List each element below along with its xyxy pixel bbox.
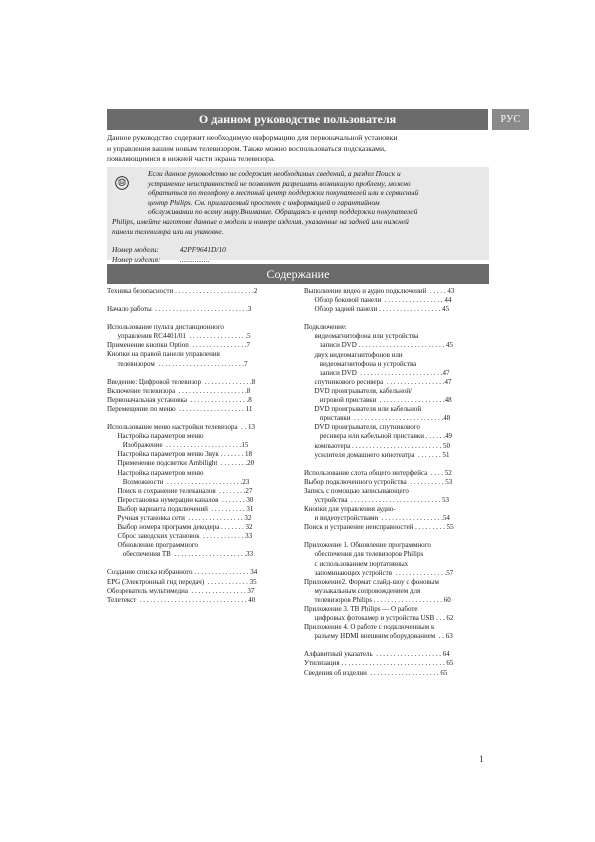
toc-entry[interactable]: музыкальным сопровождением для	[304, 586, 421, 595]
note-line: обратиться по телефону в местный центр поддержки покупателей или в сервисный	[148, 188, 419, 198]
toc-entry[interactable]: управления RC4401/01 . . . . . . . . . . . . . . . . .5	[107, 332, 251, 341]
toc-spacer	[107, 369, 288, 378]
toc-spacer	[304, 460, 485, 469]
note-continuation	[112, 217, 484, 236]
toc-entry[interactable]: DVD проигрывателя, спутникового	[304, 423, 420, 432]
toc-right-column	[304, 287, 485, 678]
toc-entry[interactable]: Сведения об изделии . . . . . . . . . . . . . . . . . . . . 65	[304, 668, 448, 677]
toc-entry[interactable]: Выбор номера программ декодера . . . . . . . 32	[107, 523, 253, 532]
toc-entry[interactable]: Выбор варианта подключений . . . . . . . . . . 31	[107, 504, 254, 513]
toc-entry[interactable]: Обзор боковой панели . . . . . . . . . . . . . . . . . 44	[304, 296, 452, 305]
toc-entry[interactable]: DVD проигрывателя или кабельной	[304, 405, 422, 414]
toc-entry[interactable]: записи DVD . . . . . . . . . . . . . . . . . . . . . . . .47	[304, 368, 450, 377]
note-line: центр Philips. См. прилагаемый проспект с информацией о гарантийном	[148, 197, 380, 207]
toc-entry[interactable]: видеомагнитофона или устройства	[304, 332, 419, 341]
toc-entry[interactable]: и видеоустройствами . . . . . . . . . . . . . . . . . .54	[304, 514, 450, 523]
toc-entry[interactable]: видеомагнитофона и устройства	[304, 359, 417, 368]
toc-entry[interactable]: Кнопки для управления аудио-	[304, 505, 396, 514]
toc-entry[interactable]: DVD проигрывателя, кабельной/	[304, 386, 413, 395]
toc-entry[interactable]: разъему HDMI внешним оборудованием . . 63	[304, 632, 453, 641]
toc-entry[interactable]: Перемещение по меню . . . . . . . . . . . . . . . . . . . 11	[107, 404, 253, 413]
toc-entry[interactable]: Выбор подключенного устройства . . . . . . . . . . 53	[304, 477, 453, 486]
toc-entry[interactable]: Обновление программного	[107, 541, 199, 550]
toc-spacer	[107, 414, 288, 423]
toc-entry[interactable]: цифровых фотокамер и устройства USB . . . 62	[304, 614, 454, 623]
intro-paragraph	[107, 133, 489, 165]
toc-entry[interactable]: Использование слота общего интерфейса . . . . 52	[304, 468, 452, 477]
toc-entry[interactable]: телевизоров Philips . . . . . . . . . . . . . . . . . . . . 60	[304, 595, 451, 604]
toc-entry[interactable]: Включение телевизора . . . . . . . . . . . . . . . . . . . .8	[107, 386, 251, 395]
note-box	[107, 167, 489, 264]
toc-entry[interactable]: Настройка параметров меню Звук . . . . . . . 18	[107, 450, 252, 459]
toc-entry[interactable]: спутникового ресивера . . . . . . . . . . . . . . . . .47	[304, 377, 452, 386]
serial-number-value: ................	[179, 254, 210, 264]
toc-entry[interactable]: Подключение:	[304, 323, 347, 332]
toc-entry[interactable]: Сброс заводских установок . . . . . . . . . . . . 33	[107, 532, 253, 541]
philips-shield-icon	[115, 176, 129, 190]
toc-entry[interactable]: обеспечения ТВ . . . . . . . . . . . . . . . . . . . . .33	[107, 550, 254, 559]
toc-entry[interactable]: устройства . . . . . . . . . . . . . . . . . . . . . . . . . . 53	[304, 495, 449, 504]
toc-entry[interactable]: Обозреватель мультимедиа . . . . . . . . . . . . . . . . 37	[107, 586, 255, 595]
toc-entry[interactable]: записи DVD . . . . . . . . . . . . . . . . . . . . . . . . . 45	[304, 341, 454, 350]
intro-line: и управления вашим новым телевизором. Также можно воспользоваться подсказками,	[107, 143, 386, 153]
toc-entry[interactable]: Создание списка избранного . . . . . . . . . . . . . . . . 34	[107, 568, 258, 577]
note-line: Если данное руководство не содержит необходимых сведений, а раздел Поиск и	[148, 169, 401, 178]
toc-spacer	[107, 296, 288, 305]
toc-entry[interactable]: запоминающих устройств . . . . . . . . . . . . . . .57	[304, 568, 454, 577]
toc-entry[interactable]: Утилизация . . . . . . . . . . . . . . . . . . . . . . . . . . . . . . 65	[304, 659, 454, 668]
toc-entry[interactable]: Поиск и устранение неисправностей . . . . . . . . . 55	[304, 523, 454, 532]
toc-entry[interactable]: Применение кнопки Option . . . . . . . . . . . . . . . .7	[107, 341, 251, 350]
toc-entry[interactable]: телевизором . . . . . . . . . . . . . . . . . . . . . . . . .7	[107, 359, 248, 368]
toc-entry[interactable]: Настройка параметров меню	[107, 432, 204, 441]
toc-entry[interactable]: Начало работы . . . . . . . . . . . . . . . . . . . . . . . . . . .3	[107, 305, 252, 314]
toc-entry[interactable]: Приложение 3. ТВ Philips — О работе	[304, 605, 418, 613]
toc-entry[interactable]: Запись с помощью записывающего	[304, 486, 409, 495]
toc-entry[interactable]: Использование пульта дистанционного	[107, 323, 224, 332]
toc-entry[interactable]: игровой приставки . . . . . . . . . . . . . . . . . . .48	[304, 396, 452, 405]
toc-entry[interactable]: двух видеомагнитофонов или	[304, 350, 403, 359]
toc-entry[interactable]: Изображение . . . . . . . . . . . . . . . . . . . . . .15	[107, 441, 249, 450]
toc-entry[interactable]: Приложение 1. Обновление программного	[304, 541, 431, 550]
toc-entry[interactable]: Приложение 4. О работе с подключенным к	[304, 623, 435, 632]
serial-number-label: Номер изделия:	[112, 254, 161, 264]
toc-entry[interactable]: Приложение2. Формат слайд-шоу с фоновым	[304, 577, 439, 586]
toc-entry[interactable]: приставки . . . . . . . . . . . . . . . . . . . . . . . . . .48	[304, 414, 451, 423]
language-tab: РУС	[492, 109, 529, 130]
toc-entry[interactable]: EPG (Электронный гид передач) . . . . . . . . . . . . 35	[107, 577, 257, 586]
toc-entry[interactable]: Телетекст . . . . . . . . . . . . . . . . . . . . . . . . . . . . . . . 40	[107, 595, 256, 604]
page-title: О данном руководстве пользователя	[107, 109, 488, 130]
toc-entry[interactable]: Использование меню настройки телевизора . . 13	[107, 423, 256, 432]
model-number-label: Номер модели:	[112, 245, 159, 254]
model-number-value: 42PF9641D/10	[179, 245, 226, 254]
toc-entry[interactable]: Алфавитный указатель . . . . . . . . . . . . . . . . . . . 64	[304, 650, 450, 659]
note-line: панели телевизора или на упаковке.	[112, 226, 224, 236]
intro-line: появляющимися в нижней части экрана телевизора.	[107, 154, 276, 164]
toc-entry[interactable]: компьютера . . . . . . . . . . . . . . . . . . . . . . . . . . 50	[304, 441, 450, 450]
toc-entry[interactable]: Возможности . . . . . . . . . . . . . . . . . . . . . .23	[107, 477, 250, 486]
toc-entry[interactable]: Кнопки на правой панели управления	[107, 350, 220, 359]
note-line: Philips, имейте наготове данные о модели и номере изделия, указанные на задней или нижней	[112, 217, 409, 226]
model-number-row	[112, 245, 226, 255]
toc-entry[interactable]: с использованием портативных	[304, 559, 409, 568]
intro-line: Данное руководство содержит необходимую информацию для первоначальной установки	[107, 133, 398, 142]
toc-entry[interactable]: Ручная установка сети . . . . . . . . . . . . . . . . 32	[107, 513, 252, 522]
note-line: устранение неисправностей не позволяет разрешить возникшую проблему, можно	[148, 178, 411, 188]
note-line: обслуживании по всему миру.Внимание. Обращаясь в центр поддержки покупателей	[148, 207, 418, 217]
serial-number-row	[112, 255, 226, 265]
toc-entry[interactable]: Поиск и сохранение телеканалов . . . . . . . .27	[107, 486, 253, 495]
toc-heading: Содержание	[107, 264, 489, 284]
toc-spacer	[304, 641, 485, 650]
model-info	[112, 245, 226, 264]
toc-spacer	[304, 314, 485, 323]
toc-spacer	[107, 559, 288, 568]
toc-entry[interactable]: усилителя домашнего кинотеатра . . . . . . . 51	[304, 450, 450, 459]
toc-entry[interactable]: ресивера или кабельной приставки . . . . . .49	[304, 432, 453, 441]
toc-left-column	[107, 287, 288, 605]
toc-entry[interactable]: обеспечения для телевизоров Philips	[304, 550, 424, 559]
page-number: 1	[479, 754, 484, 764]
toc-entry[interactable]: Выполнение видео и аудио подключений . . . . . 43	[304, 287, 455, 295]
toc-entry[interactable]: Первоначальная установка . . . . . . . . . . . . . . . . .8	[107, 395, 252, 404]
toc-entry[interactable]: Применение подсветки Ambilight . . . . . . . .20	[107, 459, 255, 468]
toc-entry[interactable]: Введение: Цифровой телевизор . . . . . . . . . . . . . .8	[107, 377, 256, 386]
toc-entry[interactable]: Техника безопасности . . . . . . . . . . . . . . . . . . . . . . .2	[107, 287, 258, 295]
toc-spacer	[107, 314, 288, 323]
toc-entry[interactable]: Обзор задней панели . . . . . . . . . . . . . . . . . . 45	[304, 305, 450, 314]
toc-entry[interactable]: Перестановка нумерации каналов . . . . . . . 30	[107, 495, 254, 504]
toc-entry[interactable]: Настройка параметров меню	[107, 468, 204, 477]
toc-spacer	[304, 532, 485, 541]
note-text	[148, 169, 482, 217]
